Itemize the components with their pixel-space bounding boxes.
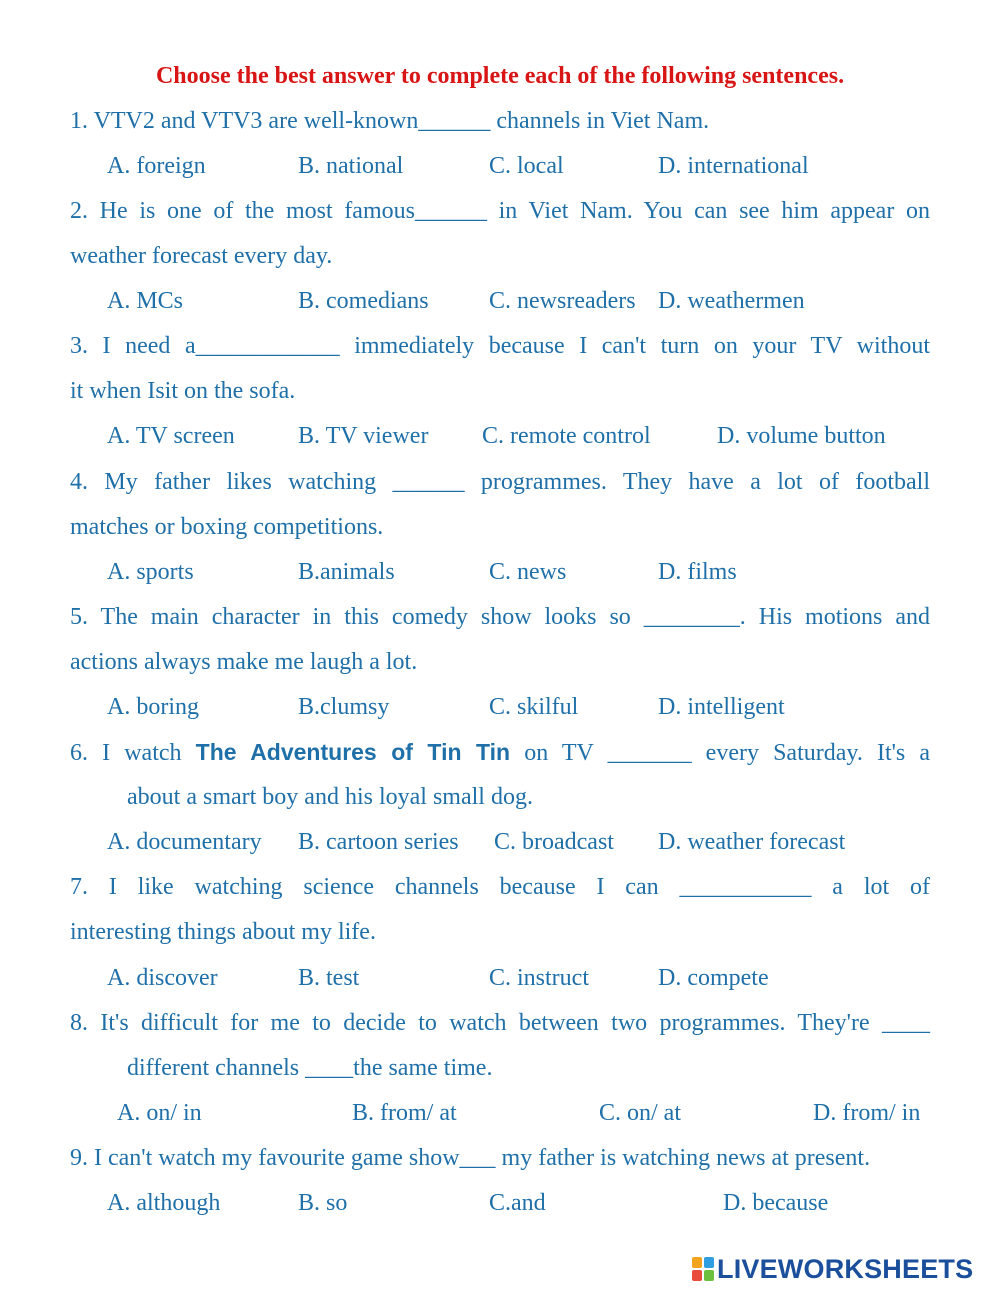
question-9-text: 9. I can't watch my favourite game show___ my father is watching news at present. xyxy=(70,1145,871,1171)
q4-option-d[interactable]: D. films xyxy=(658,559,737,585)
logo-square-3 xyxy=(692,1270,702,1281)
logo-grid-icon xyxy=(692,1257,714,1281)
q8-option-a[interactable]: A. on/ in xyxy=(117,1100,202,1126)
question-2-text-cont: weather forecast every day. xyxy=(70,243,333,269)
question-5-text: 5. The main character in this comedy show looks so ________. His motions and xyxy=(70,604,930,630)
q5-option-a[interactable]: A. boring xyxy=(107,694,199,720)
q7-option-a[interactable]: A. discover xyxy=(107,965,218,991)
q8-option-c[interactable]: C. on/ at xyxy=(599,1100,681,1126)
q5-option-b[interactable]: B.clumsy xyxy=(298,694,390,720)
q6-option-c[interactable]: C. broadcast xyxy=(494,829,614,855)
q1-option-c[interactable]: C. local xyxy=(489,153,564,179)
q1-option-d[interactable]: D. international xyxy=(658,153,809,179)
q1-option-b[interactable]: B. national xyxy=(298,153,404,179)
q4-option-a[interactable]: A. sports xyxy=(107,559,194,585)
q5-option-c[interactable]: C. skilful xyxy=(489,694,579,720)
q6-text-start: 6. I watch xyxy=(70,740,182,766)
q5-option-d[interactable]: D. intelligent xyxy=(658,694,785,720)
question-8-text: 8. It's difficult for me to decide to watch between two programmes. They're ____ xyxy=(70,1010,930,1036)
q6-option-a[interactable]: A. documentary xyxy=(107,829,262,855)
q3-option-b[interactable]: B. TV viewer xyxy=(298,423,429,449)
q7-option-b[interactable]: B. test xyxy=(298,965,360,991)
question-2-text: 2. He is one of the most famous______ in Viet Nam. You can see him appear on xyxy=(70,198,930,224)
question-4-text-cont: matches or boxing competitions. xyxy=(70,514,384,540)
question-8-text-cont: different channels ____the same time. xyxy=(127,1055,493,1081)
q9-option-b[interactable]: B. so xyxy=(298,1190,348,1216)
q7-option-d[interactable]: D. compete xyxy=(658,965,769,991)
q8-option-d[interactable]: D. from/ in xyxy=(813,1100,921,1126)
q3-option-c[interactable]: C. remote control xyxy=(482,423,651,449)
q6-show-title: The Adventures of Tin Tin xyxy=(195,739,511,765)
question-5-text-cont: actions always make me laugh a lot. xyxy=(70,649,418,675)
question-1-text: 1. VTV2 and VTV3 are well-known______ channels in Viet Nam. xyxy=(70,108,710,134)
question-4-text: 4. My father likes watching ______ programmes. They have a lot of football xyxy=(70,469,930,495)
q6-option-b[interactable]: B. cartoon series xyxy=(298,829,459,855)
q4-option-c[interactable]: C. news xyxy=(489,559,567,585)
logo-square-1 xyxy=(692,1257,702,1268)
q9-option-d[interactable]: D. because xyxy=(723,1190,829,1216)
q4-option-b[interactable]: B.animals xyxy=(298,559,395,585)
q2-option-b[interactable]: B. comedians xyxy=(298,288,429,314)
q7-option-c[interactable]: C. instruct xyxy=(489,965,589,991)
q3-option-a[interactable]: A. TV screen xyxy=(107,423,235,449)
q2-option-a[interactable]: A. MCs xyxy=(107,288,184,314)
q3-option-d[interactable]: D. volume button xyxy=(717,423,886,449)
question-7-text-cont: interesting things about my life. xyxy=(70,919,376,945)
question-6-text-cont: about a smart boy and his loyal small dog. xyxy=(127,784,533,810)
q1-option-a[interactable]: A. foreign xyxy=(107,153,206,179)
liveworksheets-logo[interactable] xyxy=(692,1254,973,1284)
logo-text: LIVEWORKSHEETS xyxy=(717,1253,974,1284)
question-7-text: 7. I like watching science channels because I can ___________ a lot of xyxy=(70,874,930,900)
question-3-text: 3. I need a____________ immediately because I can't turn on your TV without xyxy=(70,333,930,359)
logo-square-2 xyxy=(704,1257,714,1268)
q6-option-d[interactable]: D. weather forecast xyxy=(658,829,846,855)
q6-text-end: on TV _______ every Saturday. It's a xyxy=(524,740,931,766)
q8-option-b[interactable]: B. from/ at xyxy=(352,1100,457,1126)
question-6-text xyxy=(70,736,930,769)
instruction-heading: Choose the best answer to complete each of the following sentences. xyxy=(155,63,845,89)
q2-option-c[interactable]: C. newsreaders xyxy=(489,288,636,314)
logo-square-4 xyxy=(704,1270,714,1281)
q2-option-d[interactable]: D. weathermen xyxy=(658,288,805,314)
q9-option-c[interactable]: C.and xyxy=(489,1190,546,1216)
question-3-text-cont: it when Isit on the sofa. xyxy=(70,378,296,404)
q9-option-a[interactable]: A. although xyxy=(107,1190,221,1216)
